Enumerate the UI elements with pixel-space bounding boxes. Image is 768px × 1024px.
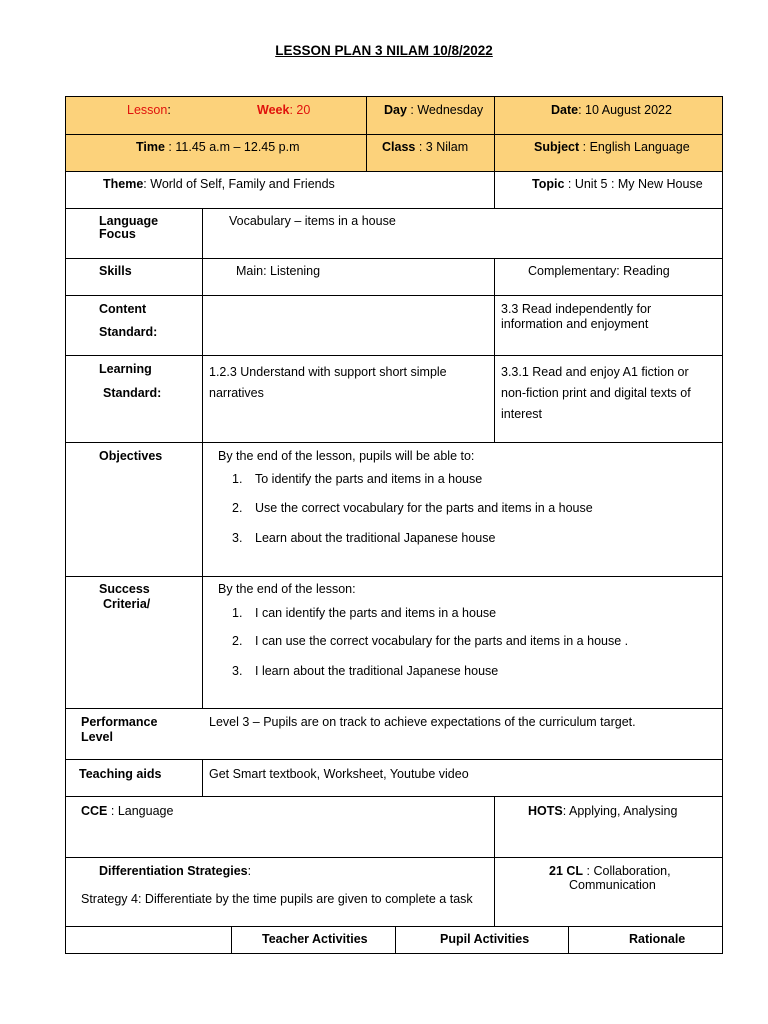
- col-line: [568, 926, 569, 954]
- cl21-label: 21 CL: [549, 864, 584, 878]
- time-value: : 11.45 a.m – 12.45 p.m: [164, 140, 300, 154]
- learning-standard-right: 3.3.1 Read and enjoy A1 fiction or non-fiction print and digital texts of interest: [501, 365, 691, 421]
- criteria-num: 3.: [232, 664, 243, 678]
- col-line: [494, 171, 495, 208]
- cce-label: CCE: [81, 804, 108, 818]
- criteria-item: I learn about the traditional Japanese house: [255, 664, 499, 678]
- teaching-aids-label: Teaching aids: [79, 767, 162, 781]
- col-line: [494, 796, 495, 927]
- differentiation-label: Differentiation Strategies: [99, 864, 248, 878]
- subject-label: Subject: [534, 140, 580, 154]
- objectives-intro: By the end of the lesson, pupils will be able to:: [218, 449, 475, 463]
- skills-label: Skills: [99, 264, 132, 278]
- topic-label: Topic: [532, 177, 565, 191]
- lesson-label: Lesson: [127, 103, 168, 117]
- cl21-value-2: Communication: [569, 878, 656, 892]
- learning-standard-left: 1.2.3 Understand with support short simple narratives: [209, 365, 447, 400]
- row-line: [65, 926, 723, 927]
- teaching-aids-value: Get Smart textbook, Worksheet, Youtube video: [209, 767, 469, 781]
- row-line: [65, 442, 723, 443]
- row-line: [65, 134, 723, 135]
- theme-value: : World of Self, Family and Friends: [143, 177, 335, 191]
- differentiation-value: Strategy 4: Differentiate by the time pupils are given to complete a task: [81, 892, 473, 906]
- row-line: [65, 953, 723, 954]
- day-label: Day: [384, 103, 407, 117]
- objective-item: To identify the parts and items in a house: [255, 472, 483, 486]
- cl21-value: : Collaboration,: [583, 864, 671, 878]
- theme-field: [103, 177, 335, 192]
- col-line: [231, 926, 232, 954]
- hots-label: HOTS: [528, 804, 563, 818]
- row-line: [65, 258, 723, 259]
- objective-num: 2.: [232, 501, 243, 515]
- theme-label: Theme: [103, 177, 144, 191]
- row-line: [65, 171, 723, 172]
- performance-level-label: Performance: [81, 715, 158, 729]
- learning-standard-label: Learning: [99, 362, 152, 376]
- differentiation-colon: :: [247, 864, 252, 878]
- subject-field: [534, 140, 690, 155]
- row-line: [65, 96, 723, 97]
- language-focus-label-2: Focus: [99, 227, 136, 241]
- objective-num: 3.: [232, 531, 243, 545]
- subject-value: : English Language: [579, 140, 690, 154]
- row-line: [65, 796, 723, 797]
- topic-value: : Unit 5 : My New House: [564, 177, 703, 191]
- row-line: [65, 576, 723, 577]
- criteria-item: I can use the correct vocabulary for the parts and items in a house .: [255, 634, 629, 648]
- content-standard-label: Content: [99, 302, 147, 316]
- rationale-header: Rationale: [629, 932, 686, 946]
- learning-standard-label-2: Standard:: [103, 386, 162, 400]
- class-value: : 3 Nilam: [415, 140, 469, 154]
- class-label: Class: [382, 140, 416, 154]
- hots-value: : Applying, Analysing: [562, 804, 678, 818]
- criteria-num: 2.: [232, 634, 243, 648]
- col-line: [494, 258, 495, 443]
- cl21-field: [549, 864, 671, 879]
- row-line: [65, 208, 723, 209]
- objective-item: Learn about the traditional Japanese house: [255, 531, 496, 545]
- hots-field: [528, 804, 677, 819]
- col-line: [366, 96, 367, 171]
- col-line: [494, 96, 495, 171]
- date-value: : 10 August 2022: [578, 103, 672, 117]
- date-field: [551, 103, 672, 118]
- table-border-right: [722, 96, 723, 954]
- row-line: [65, 857, 723, 858]
- performance-level-value: Level 3 – Pupils are on track to achieve expectations of the curriculum target.: [209, 715, 636, 729]
- col-line: [202, 208, 203, 709]
- row-line: [65, 708, 723, 709]
- language-focus-label: Language: [99, 214, 159, 228]
- lesson-colon: :: [167, 103, 171, 117]
- row-line: [65, 355, 723, 356]
- criteria-item: I can identify the parts and items in a house: [255, 606, 497, 620]
- time-field: [136, 140, 300, 155]
- cce-value: : Language: [107, 804, 174, 818]
- success-criteria-label-2: Criteria/: [103, 597, 151, 611]
- content-standard-right: 3.3 Read independently for information and enjoyment: [501, 302, 652, 331]
- cce-field: [81, 804, 173, 819]
- date-label: Date: [551, 103, 579, 117]
- class-field: [382, 140, 468, 155]
- row-line: [65, 295, 723, 296]
- day-field: [384, 103, 483, 118]
- success-criteria-label: Success: [99, 582, 150, 596]
- teacher-activities-header: Teacher Activities: [262, 932, 368, 946]
- col-line: [395, 926, 396, 954]
- objective-num: 1.: [232, 472, 243, 486]
- col-line: [202, 759, 203, 796]
- objective-item: Use the correct vocabulary for the parts and items in a house: [255, 501, 593, 515]
- lesson-field: [127, 103, 171, 118]
- day-value: : Wednesday: [406, 103, 484, 117]
- criteria-num: 1.: [232, 606, 243, 620]
- time-label: Time: [136, 140, 165, 154]
- topic-field: [532, 177, 703, 192]
- performance-level-label-2: Level: [81, 730, 113, 744]
- content-standard-label-2: Standard:: [99, 325, 158, 339]
- page-title: LESSON PLAN 3 NILAM 10/8/2022: [275, 43, 493, 58]
- objectives-label: Objectives: [99, 449, 163, 463]
- language-focus-value: Vocabulary – items in a house: [229, 214, 396, 228]
- table-border-left: [65, 96, 66, 954]
- pupil-activities-header: Pupil Activities: [440, 932, 530, 946]
- week-value: : 20: [289, 103, 311, 117]
- row-line: [65, 759, 723, 760]
- skills-complementary: Complementary: Reading: [528, 264, 670, 278]
- week-field: [257, 103, 310, 118]
- differentiation-field: [99, 864, 251, 879]
- week-label: Week: [257, 103, 290, 117]
- success-criteria-intro: By the end of the lesson:: [218, 582, 356, 596]
- skills-main: Main: Listening: [236, 264, 321, 278]
